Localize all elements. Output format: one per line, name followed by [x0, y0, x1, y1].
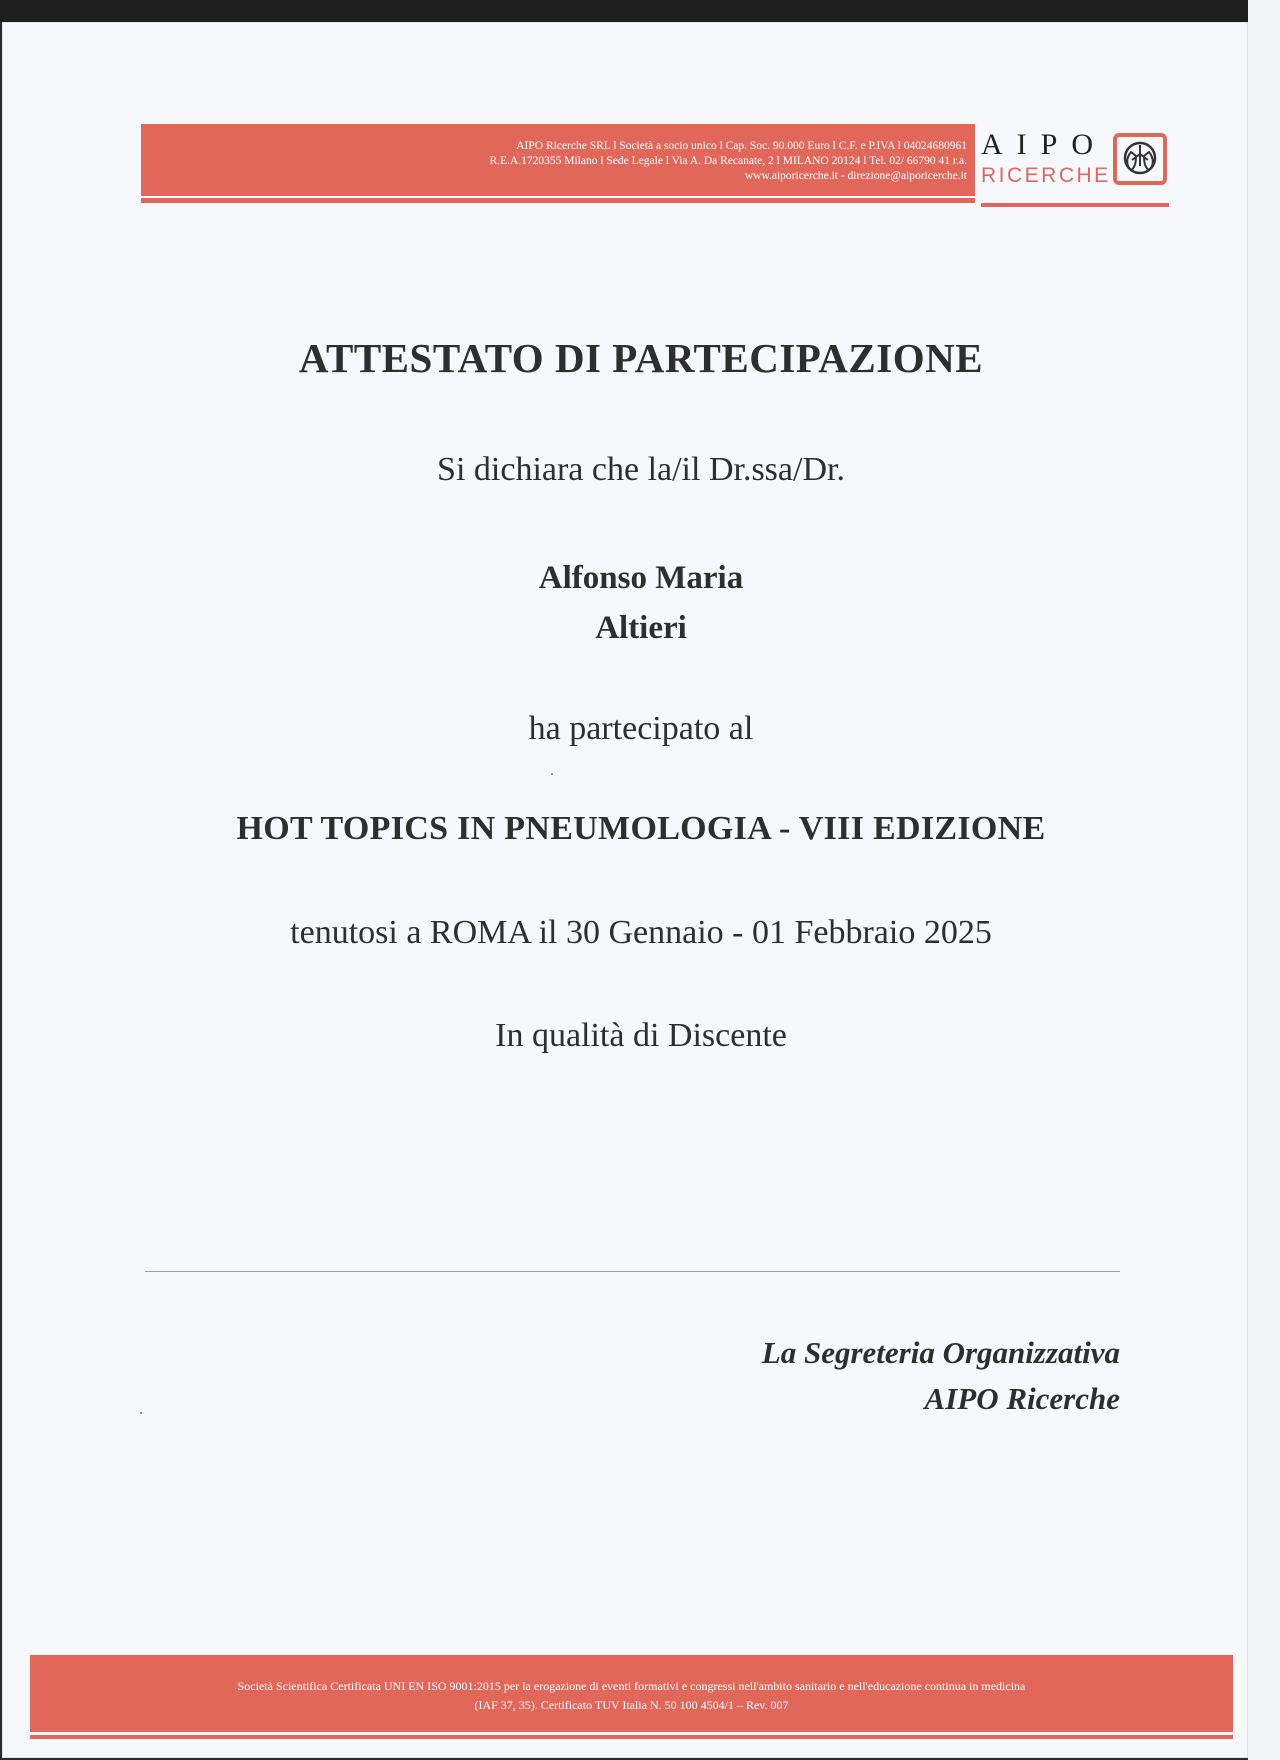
- certificate-title: ATTESTATO DI PARTECIPAZIONE: [298, 335, 984, 381]
- lungs-emblem-icon: [1112, 132, 1170, 186]
- logo-rule: [981, 203, 1169, 207]
- scan-speck: [140, 1412, 142, 1414]
- declaration-text: Si dichiara che la/il Dr.ssa/Dr.: [437, 451, 845, 488]
- footer-rule: [30, 1735, 1233, 1739]
- certificate-page: [2, 22, 1248, 1758]
- signature-line-2: AIPO Ricerche: [924, 1381, 1120, 1416]
- signature-rule: [145, 1271, 1120, 1272]
- scan-border-top: [0, 0, 1280, 22]
- logo-aipo-text: AIPO: [981, 128, 1108, 161]
- scan-border-right: [1248, 0, 1280, 1760]
- signature-line-1: La Segreteria Organizzativa: [761, 1335, 1120, 1370]
- header-band: [141, 124, 975, 196]
- signature-block: [762, 1330, 1120, 1422]
- header-rule: [141, 198, 975, 203]
- participation-text: ha partecipato al: [528, 710, 754, 747]
- logo-ricerche-text: RICERCHE: [981, 164, 1111, 187]
- header-web-line: www.aiporicerche.it - direzione@aiporicerche.it: [744, 170, 967, 182]
- participant-name: [141, 553, 1141, 653]
- header-company-line: AIPO Ricerche SRL l Società a socio unico l Cap. Soc. 90.000 Euro l C.F. e P.IVA l 04024680961: [516, 140, 967, 152]
- footer-certificate-number: (IAF 37, 35). Certificato TUV Italia N. 50 100 4504/1 – Rev. 007: [474, 1698, 789, 1712]
- header-address-line: R.E.A.1720355 Milano l Sede Legale l Via A. Da Recanate, 2 l MILANO 20124 l Tel. 02/ 66790 41 r.a.: [489, 155, 967, 167]
- participant-surname: Altieri: [595, 610, 687, 646]
- aipo-ricerche-logo: [981, 128, 1171, 208]
- footer-band: [30, 1655, 1233, 1732]
- footer-certification-line: Società Scientifica Certificata UNI EN ISO 9001:2015 per la erogazione di eventi formativi e congressi nell'ambito sanitario e nell'educazione continua in medicina: [237, 1679, 1026, 1693]
- event-place-date: tenutosi a ROMA il 30 Gennaio - 01 Febbraio 2025: [290, 914, 992, 951]
- participant-role: In qualità di Discente: [495, 1017, 787, 1054]
- participant-first-names: Alfonso Maria: [538, 560, 744, 596]
- scan-speck: [551, 773, 553, 775]
- event-title: HOT TOPICS IN PNEUMOLOGIA - VIII EDIZIONE: [236, 810, 1046, 847]
